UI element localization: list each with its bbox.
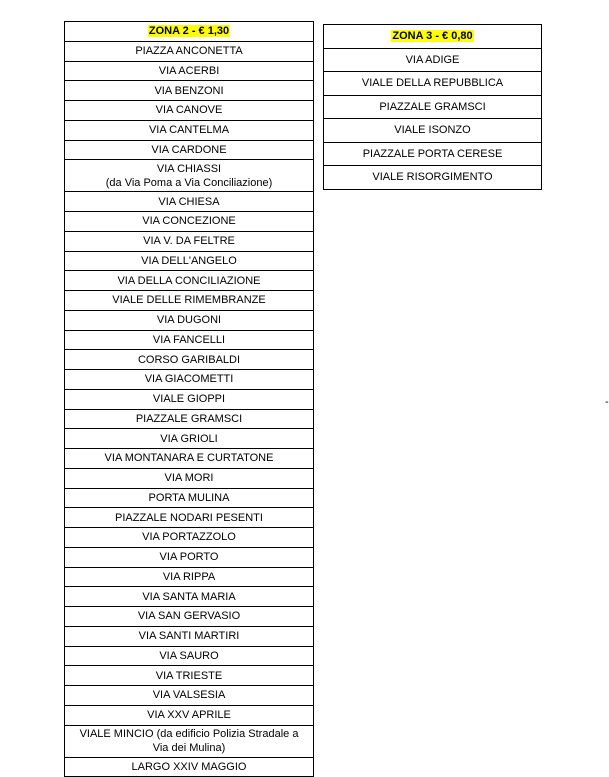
street-note: (da Via Poma a Via Conciliazione) [105, 176, 273, 189]
zone-2-street-cell [65, 567, 314, 587]
street-name: VIALE MINCIO (da edificio Polizia Stradale a [79, 728, 299, 740]
street-name: VIA CHIASSI [156, 162, 222, 175]
zone-2-street-row [65, 350, 314, 370]
zone-2-street-cell [65, 140, 314, 160]
zone-2-street-cell [65, 61, 314, 81]
street-name: VIA CONCEZIONE [142, 215, 236, 228]
street-name: LARGO XXIV MAGGIO [131, 760, 247, 773]
zone-2-street-cell [65, 212, 314, 232]
zone-2-street-row [65, 646, 314, 666]
zone-2-street-row [65, 251, 314, 271]
street-name: VIA SANTA MARIA [142, 590, 236, 603]
street-note: Via dei Mulina) [152, 742, 226, 754]
zone-2-street-cell [65, 192, 314, 212]
zone-2-street-row [65, 626, 314, 646]
street-name: VIA DELL'ANGELO [141, 254, 237, 267]
zone-3-body [324, 25, 542, 190]
street-name: VIA CANTELMA [148, 124, 230, 137]
zone-3-street-cell [324, 142, 542, 166]
zone-2-street-cell [65, 468, 314, 488]
zone-2-street-row [65, 547, 314, 567]
street-name: VIALE RISORGIMENTO [372, 171, 493, 184]
zone-2-street-row [65, 528, 314, 548]
street-name: PORTA MULINA [148, 491, 230, 504]
zone-2-street-cell [65, 757, 314, 777]
zone-2-header-cell [65, 22, 314, 42]
zone-3-header-cell [324, 25, 542, 49]
zone-2-street-row [65, 468, 314, 488]
zone-3-street-row [324, 95, 542, 119]
street-name: VIA FANCELLI [152, 333, 226, 346]
zone-2-street-cell [65, 370, 314, 390]
zone-2-street-cell [65, 607, 314, 627]
zone-2-street-cell [65, 271, 314, 291]
street-name: PIAZZALE NODARI PESENTI [115, 511, 263, 524]
zone-2-street-row [65, 310, 314, 330]
zone-2-street-row [65, 81, 314, 101]
zone-2-street-row [65, 61, 314, 81]
street-name: CORSO GARIBALDI [137, 353, 241, 366]
zone-2-street-cell [65, 449, 314, 469]
zone-2-street-row [65, 567, 314, 587]
zone-2-street-cell [65, 310, 314, 330]
street-name: VIA SAURO [159, 649, 219, 662]
zone-2-street-row [65, 231, 314, 251]
street-name: VIA GIACOMETTI [144, 373, 234, 386]
zone-2-body [65, 22, 314, 777]
zone-2-street-cell [65, 101, 314, 121]
zone-3-header-row [324, 25, 542, 49]
zone-2-street-cell [65, 666, 314, 686]
street-name: VIA VALSESIA [152, 689, 226, 702]
zone-3-street-row [324, 72, 542, 96]
zone-3-street-row [324, 48, 542, 72]
street-name: VIA PORTO [159, 551, 219, 564]
zone-2-street-cell [65, 330, 314, 350]
stray-mark: - [605, 396, 609, 408]
zone-2-street-cell [65, 488, 314, 508]
street-name: PIAZZA ANCONETTA [135, 45, 243, 58]
zone-2-street-row [65, 429, 314, 449]
zone-2-street-cell [65, 547, 314, 567]
street-name: VIA DUGONI [156, 314, 222, 327]
zone-2-street-cell [65, 646, 314, 666]
street-name: VIA V. DA FELTRE [143, 235, 235, 248]
zone-2-street-cell [65, 508, 314, 528]
street-name: VIA CARDONE [151, 143, 227, 156]
street-name: VIA RIPPA [162, 570, 216, 583]
zone-2-street-cell [65, 587, 314, 607]
street-name: VIALE ISONZO [394, 124, 471, 137]
zone-2-street-row [65, 686, 314, 706]
zone-2-street-row [65, 607, 314, 627]
zone-2-street-cell [65, 231, 314, 251]
zone-2-title: ZONA 2 - € 1,30 [148, 25, 230, 38]
zone-3-street-cell [324, 166, 542, 190]
zone-3-table [323, 24, 542, 190]
street-name: VIA XXV APRILE [147, 709, 231, 722]
street-name: VIA PORTAZZOLO [142, 531, 236, 544]
zone-2-street-row [65, 666, 314, 686]
zone-3-street-cell [324, 95, 542, 119]
zone-2-street-row [65, 725, 314, 757]
zone-2-street-row [65, 192, 314, 212]
street-name: VIA GRIOLI [160, 432, 218, 445]
street-name: PIAZZALE GRAMSCI [135, 412, 243, 425]
zone-2-street-row [65, 160, 314, 192]
zone-2-street-row [65, 140, 314, 160]
zone-3-street-row [324, 142, 542, 166]
zone-3-street-cell [324, 48, 542, 72]
street-name: PIAZZALE PORTA CERESE [362, 147, 503, 160]
street-name: VIA MORI [164, 472, 214, 485]
zone-2-street-row [65, 705, 314, 725]
zone-2-street-cell [65, 291, 314, 311]
zone-2-street-row [65, 212, 314, 232]
street-name: VIA TRIESTE [155, 669, 223, 682]
street-name: VIA ACERBI [158, 64, 220, 77]
zone-3-street-row [324, 166, 542, 190]
street-name: PIAZZALE GRAMSCI [379, 100, 486, 113]
street-name: VIA SAN GERVASIO [137, 610, 241, 623]
street-name: VIA ADIGE [405, 53, 460, 66]
zone-2-street-row [65, 120, 314, 140]
zone-2-street-cell [65, 350, 314, 370]
zone-2-street-cell [65, 120, 314, 140]
street-name: VIA CANOVE [155, 104, 223, 117]
zone-2-street-cell [65, 705, 314, 725]
zone-2-street-row [65, 330, 314, 350]
zone-2-street-cell [65, 41, 314, 61]
zone-2-street-row [65, 449, 314, 469]
zone-2-street-cell [65, 725, 314, 757]
zone-2-street-cell [65, 81, 314, 101]
zone-2-street-cell [65, 251, 314, 271]
zone-2-street-cell [65, 160, 314, 192]
zone-2-street-cell [65, 429, 314, 449]
zone-2-header-row [65, 22, 314, 42]
street-name: VIA BENZONI [154, 84, 224, 97]
street-name: VIA CHIESA [158, 195, 220, 208]
street-name: VIA SANTI MARTIRI [138, 630, 240, 643]
zone-2-street-cell [65, 409, 314, 429]
zone-2-street-row [65, 41, 314, 61]
zone-3-street-cell [324, 119, 542, 143]
street-name: VIALE GIOPPI [152, 393, 226, 406]
zone-2-street-row [65, 488, 314, 508]
zone-2-street-row [65, 757, 314, 777]
zone-2-table [64, 21, 314, 777]
street-name: VIALE DELLE RIMEMBRANZE [112, 294, 266, 307]
street-name: VIA DELLA CONCILIAZIONE [117, 274, 261, 287]
zone-2-street-cell [65, 528, 314, 548]
zone-2-street-row [65, 508, 314, 528]
zone-2-street-row [65, 271, 314, 291]
zone-3-title: ZONA 3 - € 0,80 [392, 30, 473, 43]
zone-2-street-row [65, 587, 314, 607]
zone-3-street-cell [324, 72, 542, 96]
zone-2-street-cell [65, 389, 314, 409]
zone-2-street-row [65, 101, 314, 121]
street-name: VIALE DELLA REPUBBLICA [361, 77, 504, 90]
zone-2-street-row [65, 370, 314, 390]
zone-2-street-row [65, 291, 314, 311]
zone-2-street-cell [65, 626, 314, 646]
zone-2-street-row [65, 409, 314, 429]
zone-3-street-row [324, 119, 542, 143]
street-name: VIA MONTANARA E CURTATONE [104, 452, 274, 465]
zone-2-street-cell [65, 686, 314, 706]
zone-2-street-row [65, 389, 314, 409]
